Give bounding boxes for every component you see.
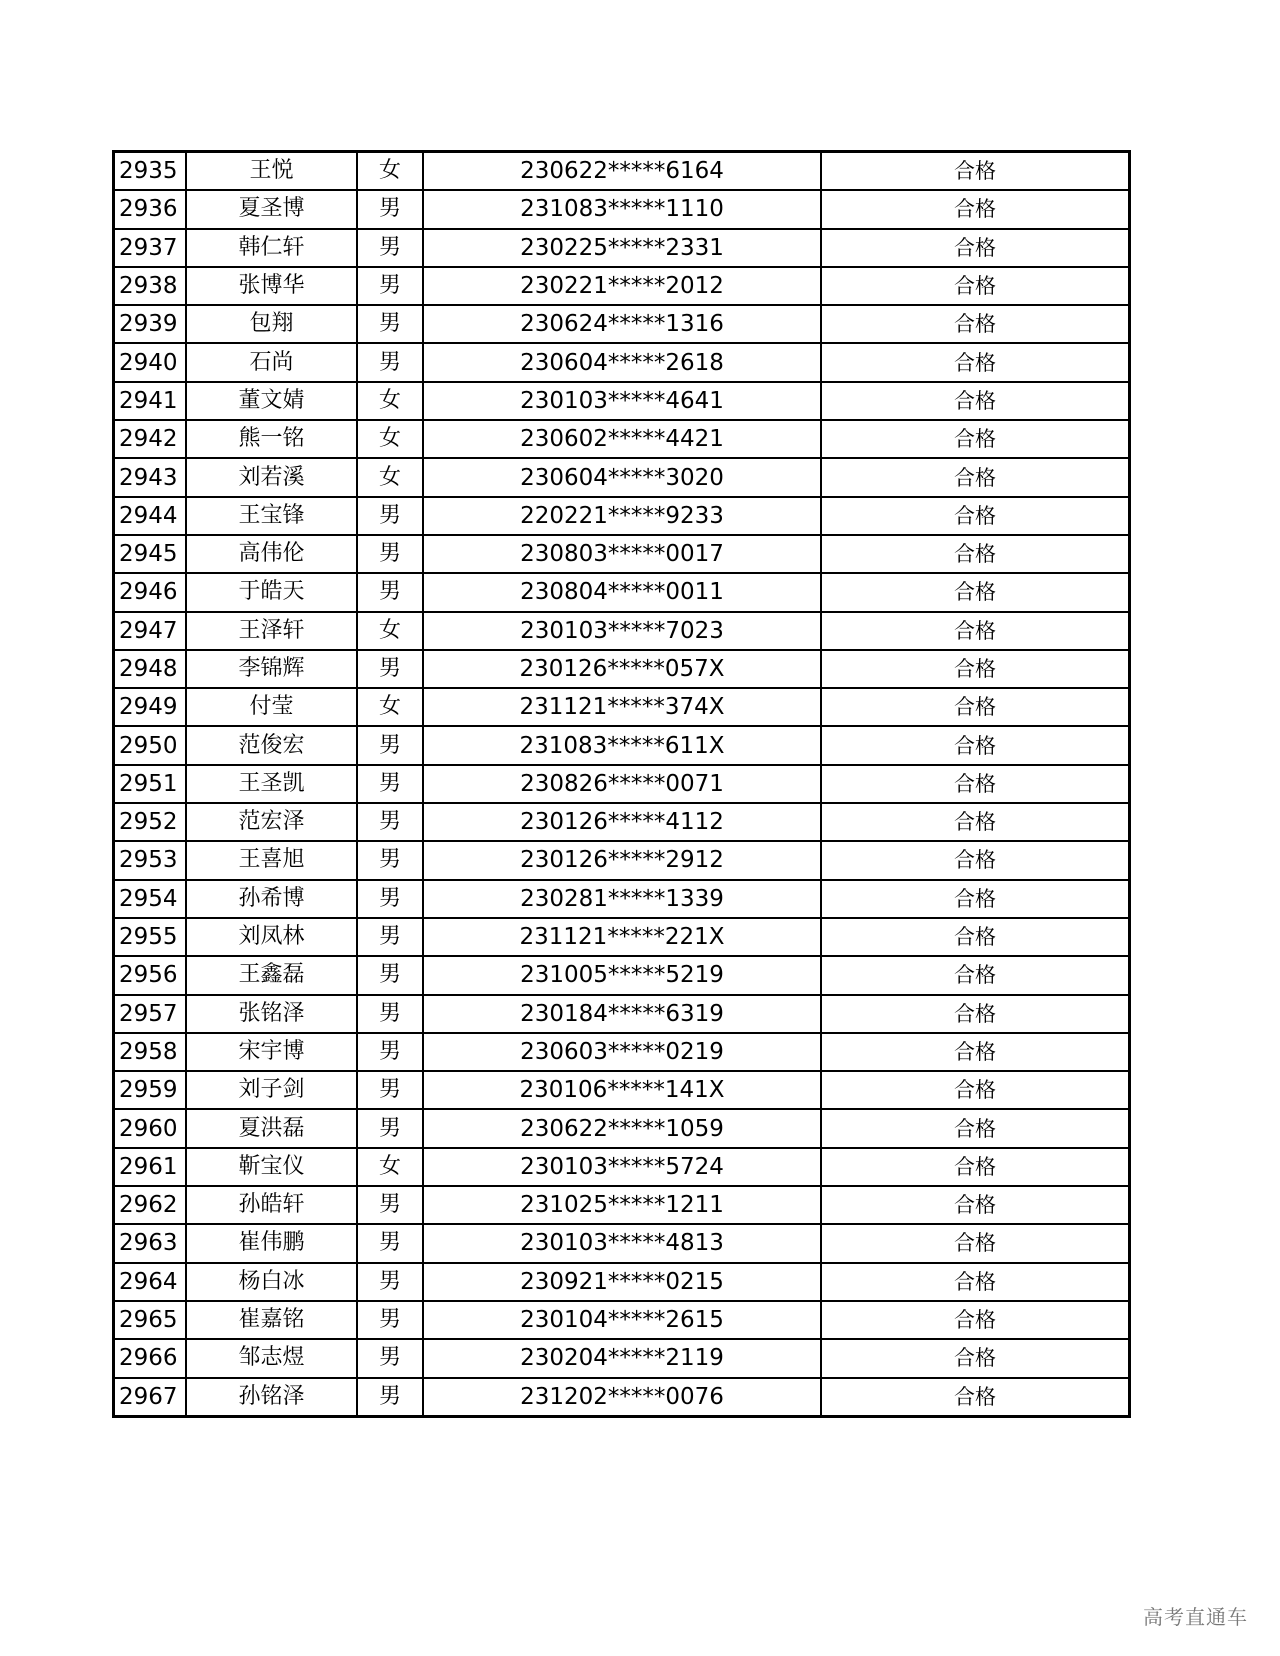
row-sex: 男 xyxy=(357,267,423,305)
row-sex: 男 xyxy=(357,880,423,918)
table-row xyxy=(114,880,1130,918)
row-id-number: 230104*****2615 xyxy=(423,1301,821,1339)
row-result: 合格 xyxy=(821,1378,1130,1417)
row-sex: 女 xyxy=(357,1148,423,1186)
table-row xyxy=(114,765,1130,803)
row-name: 刘子剑 xyxy=(186,1071,357,1109)
row-name: 董文婧 xyxy=(186,382,357,420)
row-name: 张铭泽 xyxy=(186,995,357,1033)
row-sex: 女 xyxy=(357,688,423,726)
row-number: 2943 xyxy=(114,458,187,496)
table-row xyxy=(114,803,1130,841)
row-result: 合格 xyxy=(821,726,1130,764)
table-row xyxy=(114,458,1130,496)
row-result: 合格 xyxy=(821,1109,1130,1147)
row-result: 合格 xyxy=(821,420,1130,458)
row-id-number: 230204*****2119 xyxy=(423,1339,821,1377)
row-sex: 男 xyxy=(357,1033,423,1071)
row-result: 合格 xyxy=(821,765,1130,803)
table-row xyxy=(114,1339,1130,1377)
table-row xyxy=(114,1301,1130,1339)
row-result: 合格 xyxy=(821,382,1130,420)
row-name: 邹志煜 xyxy=(186,1339,357,1377)
row-id-number: 230604*****3020 xyxy=(423,458,821,496)
row-id-number: 230622*****1059 xyxy=(423,1109,821,1147)
row-sex: 男 xyxy=(357,1301,423,1339)
row-sex: 男 xyxy=(357,573,423,611)
table-row xyxy=(114,956,1130,994)
row-result: 合格 xyxy=(821,1339,1130,1377)
table-row xyxy=(114,688,1130,726)
row-name: 孙皓轩 xyxy=(186,1186,357,1224)
row-result: 合格 xyxy=(821,1263,1130,1301)
row-number: 2944 xyxy=(114,497,187,535)
row-number: 2963 xyxy=(114,1224,187,1262)
row-sex: 男 xyxy=(357,1263,423,1301)
row-name: 包翔 xyxy=(186,305,357,343)
row-id-number: 230826*****0071 xyxy=(423,765,821,803)
row-sex: 男 xyxy=(357,995,423,1033)
table-row xyxy=(114,1109,1130,1147)
row-name: 范宏泽 xyxy=(186,803,357,841)
row-name: 张博华 xyxy=(186,267,357,305)
row-number: 2945 xyxy=(114,535,187,573)
row-id-number: 230103*****4641 xyxy=(423,382,821,420)
row-result: 合格 xyxy=(821,803,1130,841)
row-result: 合格 xyxy=(821,1071,1130,1109)
row-result: 合格 xyxy=(821,1186,1130,1224)
roster-table xyxy=(112,150,1131,1418)
row-name: 孙希博 xyxy=(186,880,357,918)
row-number: 2953 xyxy=(114,841,187,879)
row-id-number: 230103*****5724 xyxy=(423,1148,821,1186)
row-sex: 女 xyxy=(357,612,423,650)
row-number: 2940 xyxy=(114,343,187,381)
row-number: 2955 xyxy=(114,918,187,956)
row-number: 2964 xyxy=(114,1263,187,1301)
row-sex: 男 xyxy=(357,803,423,841)
row-id-number: 230803*****0017 xyxy=(423,535,821,573)
row-id-number: 230225*****2331 xyxy=(423,229,821,267)
row-sex: 男 xyxy=(357,190,423,228)
table-row xyxy=(114,382,1130,420)
row-number: 2937 xyxy=(114,229,187,267)
row-number: 2938 xyxy=(114,267,187,305)
row-number: 2958 xyxy=(114,1033,187,1071)
row-sex: 男 xyxy=(357,1378,423,1417)
row-result: 合格 xyxy=(821,573,1130,611)
row-id-number: 230103*****7023 xyxy=(423,612,821,650)
row-number: 2949 xyxy=(114,688,187,726)
row-number: 2946 xyxy=(114,573,187,611)
row-number: 2956 xyxy=(114,956,187,994)
row-sex: 女 xyxy=(357,382,423,420)
table-row xyxy=(114,650,1130,688)
row-number: 2941 xyxy=(114,382,187,420)
row-id-number: 220221*****9233 xyxy=(423,497,821,535)
row-name: 王泽轩 xyxy=(186,612,357,650)
table-row xyxy=(114,497,1130,535)
watermark-text: 高考直通车 xyxy=(1143,1605,1248,1629)
row-id-number: 230126*****2912 xyxy=(423,841,821,879)
row-number: 2960 xyxy=(114,1109,187,1147)
row-id-number: 230804*****0011 xyxy=(423,573,821,611)
row-number: 2936 xyxy=(114,190,187,228)
row-result: 合格 xyxy=(821,190,1130,228)
row-number: 2961 xyxy=(114,1148,187,1186)
table-row xyxy=(114,1186,1130,1224)
row-name: 刘凤林 xyxy=(186,918,357,956)
row-number: 2954 xyxy=(114,880,187,918)
row-name: 崔嘉铭 xyxy=(186,1301,357,1339)
row-name: 于皓天 xyxy=(186,573,357,611)
table-row xyxy=(114,918,1130,956)
row-sex: 男 xyxy=(357,726,423,764)
row-result: 合格 xyxy=(821,305,1130,343)
row-result: 合格 xyxy=(821,152,1130,191)
row-name: 孙铭泽 xyxy=(186,1378,357,1417)
row-result: 合格 xyxy=(821,956,1130,994)
row-sex: 男 xyxy=(357,1339,423,1377)
table-row xyxy=(114,573,1130,611)
row-sex: 男 xyxy=(357,535,423,573)
row-name: 范俊宏 xyxy=(186,726,357,764)
table-row xyxy=(114,152,1130,191)
row-number: 2962 xyxy=(114,1186,187,1224)
row-sex: 男 xyxy=(357,1224,423,1262)
row-result: 合格 xyxy=(821,1301,1130,1339)
row-id-number: 230921*****0215 xyxy=(423,1263,821,1301)
row-id-number: 230624*****1316 xyxy=(423,305,821,343)
row-number: 2947 xyxy=(114,612,187,650)
row-name: 靳宝仪 xyxy=(186,1148,357,1186)
row-name: 李锦辉 xyxy=(186,650,357,688)
row-result: 合格 xyxy=(821,267,1130,305)
row-sex: 女 xyxy=(357,458,423,496)
row-sex: 男 xyxy=(357,841,423,879)
row-result: 合格 xyxy=(821,535,1130,573)
row-number: 2966 xyxy=(114,1339,187,1377)
row-name: 熊一铭 xyxy=(186,420,357,458)
row-name: 王悦 xyxy=(186,152,357,191)
row-id-number: 231202*****0076 xyxy=(423,1378,821,1417)
row-sex: 男 xyxy=(357,1071,423,1109)
row-number: 2967 xyxy=(114,1378,187,1417)
table-row xyxy=(114,305,1130,343)
row-name: 夏洪磊 xyxy=(186,1109,357,1147)
table-row xyxy=(114,1224,1130,1262)
row-name: 韩仁轩 xyxy=(186,229,357,267)
table-row xyxy=(114,1263,1130,1301)
row-sex: 男 xyxy=(357,1109,423,1147)
row-id-number: 230603*****0219 xyxy=(423,1033,821,1071)
table-row xyxy=(114,1071,1130,1109)
row-result: 合格 xyxy=(821,458,1130,496)
row-result: 合格 xyxy=(821,688,1130,726)
row-id-number: 230602*****4421 xyxy=(423,420,821,458)
row-number: 2952 xyxy=(114,803,187,841)
row-id-number: 230221*****2012 xyxy=(423,267,821,305)
row-sex: 女 xyxy=(357,420,423,458)
table-row xyxy=(114,190,1130,228)
row-id-number: 230604*****2618 xyxy=(423,343,821,381)
table-row xyxy=(114,535,1130,573)
row-name: 杨白冰 xyxy=(186,1263,357,1301)
row-id-number: 230281*****1339 xyxy=(423,880,821,918)
row-result: 合格 xyxy=(821,612,1130,650)
row-sex: 男 xyxy=(357,305,423,343)
table-row xyxy=(114,420,1130,458)
row-result: 合格 xyxy=(821,497,1130,535)
row-id-number: 231121*****221X xyxy=(423,918,821,956)
table-row xyxy=(114,1378,1130,1417)
row-name: 石尚 xyxy=(186,343,357,381)
row-id-number: 231005*****5219 xyxy=(423,956,821,994)
row-result: 合格 xyxy=(821,841,1130,879)
roster-body xyxy=(114,152,1130,1417)
row-id-number: 231083*****1110 xyxy=(423,190,821,228)
table-row xyxy=(114,1148,1130,1186)
row-id-number: 230184*****6319 xyxy=(423,995,821,1033)
row-number: 2935 xyxy=(114,152,187,191)
row-number: 2957 xyxy=(114,995,187,1033)
row-name: 王喜旭 xyxy=(186,841,357,879)
row-name: 崔伟鹏 xyxy=(186,1224,357,1262)
table-row xyxy=(114,229,1130,267)
row-number: 2959 xyxy=(114,1071,187,1109)
table-row xyxy=(114,1033,1130,1071)
row-sex: 男 xyxy=(357,956,423,994)
row-name: 刘若溪 xyxy=(186,458,357,496)
row-result: 合格 xyxy=(821,1148,1130,1186)
row-number: 2950 xyxy=(114,726,187,764)
row-number: 2948 xyxy=(114,650,187,688)
row-sex: 男 xyxy=(357,765,423,803)
row-name: 王圣凯 xyxy=(186,765,357,803)
row-result: 合格 xyxy=(821,995,1130,1033)
row-id-number: 231121*****374X xyxy=(423,688,821,726)
row-result: 合格 xyxy=(821,918,1130,956)
row-id-number: 231083*****611X xyxy=(423,726,821,764)
row-sex: 男 xyxy=(357,918,423,956)
row-id-number: 230106*****141X xyxy=(423,1071,821,1109)
row-id-number: 231025*****1211 xyxy=(423,1186,821,1224)
table-row xyxy=(114,343,1130,381)
row-name: 付莹 xyxy=(186,688,357,726)
row-name: 高伟伦 xyxy=(186,535,357,573)
row-name: 王宝锋 xyxy=(186,497,357,535)
row-result: 合格 xyxy=(821,343,1130,381)
row-result: 合格 xyxy=(821,1224,1130,1262)
row-sex: 男 xyxy=(357,650,423,688)
row-result: 合格 xyxy=(821,229,1130,267)
row-id-number: 230126*****057X xyxy=(423,650,821,688)
row-number: 2965 xyxy=(114,1301,187,1339)
row-number: 2942 xyxy=(114,420,187,458)
row-name: 王鑫磊 xyxy=(186,956,357,994)
row-name: 夏圣博 xyxy=(186,190,357,228)
table-row xyxy=(114,612,1130,650)
row-id-number: 230103*****4813 xyxy=(423,1224,821,1262)
row-number: 2951 xyxy=(114,765,187,803)
row-sex: 女 xyxy=(357,152,423,191)
row-result: 合格 xyxy=(821,650,1130,688)
row-sex: 男 xyxy=(357,343,423,381)
row-sex: 男 xyxy=(357,229,423,267)
row-sex: 男 xyxy=(357,497,423,535)
row-number: 2939 xyxy=(114,305,187,343)
table-row xyxy=(114,726,1130,764)
row-result: 合格 xyxy=(821,880,1130,918)
row-id-number: 230622*****6164 xyxy=(423,152,821,191)
row-id-number: 230126*****4112 xyxy=(423,803,821,841)
table-row xyxy=(114,841,1130,879)
table-row xyxy=(114,267,1130,305)
row-name: 宋宇博 xyxy=(186,1033,357,1071)
row-result: 合格 xyxy=(821,1033,1130,1071)
row-sex: 男 xyxy=(357,1186,423,1224)
table-row xyxy=(114,995,1130,1033)
